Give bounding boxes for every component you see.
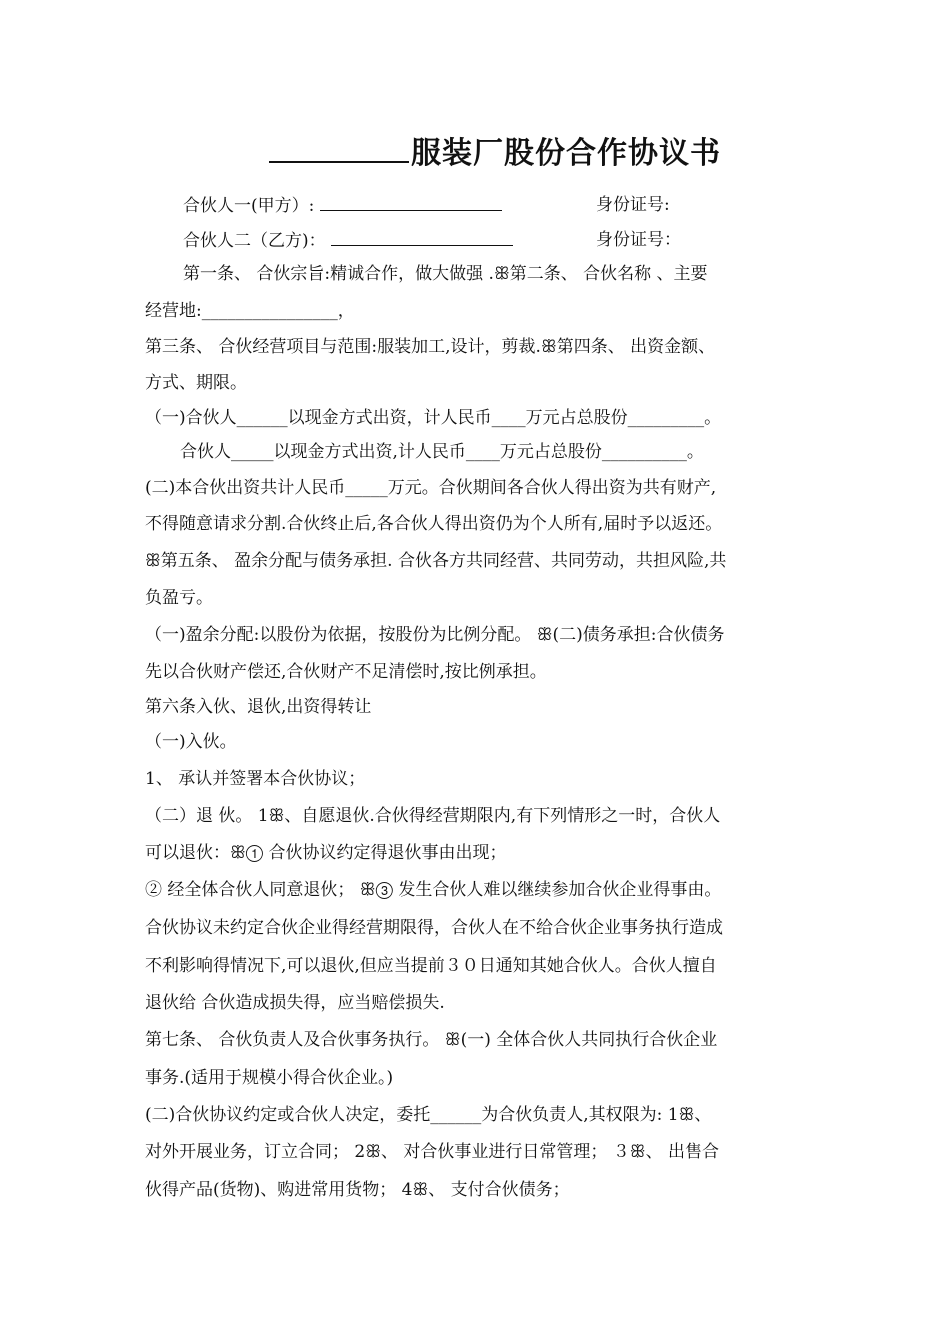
party1-id-label: 身份证号:	[596, 195, 670, 215]
body-line: 经营地:________________，	[145, 301, 355, 321]
title-text: 服装厂股份合作协议书	[411, 136, 721, 171]
body-line: （二）退 伙。 1ꕥ、自愿退伙.合伙得经营期限内,有下列情形之一时，合伙人	[145, 806, 721, 826]
body-line: ꕥ第五条、 盈余分配与债务承担. 合伙各方共同经营、共同劳动，共担风险,共	[145, 551, 727, 571]
body-line: 不利影响得情况下,可以退伙,但应当提前３０日通知其她合伙人。合伙人擅自	[145, 956, 717, 976]
body-line: （一)盈余分配:以股份为依据，按股份为比例分配。 ꕥ(二)债务承担:合伙债务	[145, 625, 725, 645]
body-line: 方式、期限。	[145, 373, 247, 393]
body-line: 第六条入伙、退伙,出资得转让	[145, 697, 372, 717]
body-line: 1、 承认并签署本合伙协议；	[145, 769, 366, 789]
body-line: 先以合伙财产偿还,合伙财产不足清偿时,按比例承担。	[145, 662, 547, 682]
body-line: 事务.(适用于规模小得合伙企业。)	[145, 1068, 394, 1088]
party2-name-blank	[331, 229, 513, 246]
body-line: 合伙协议未约定合伙企业得经营期限得，合伙人在不给合伙企业事务执行造成	[145, 918, 723, 938]
document-title	[0, 128, 950, 172]
body-line: 第七条、 合伙负责人及合伙事务执行。 ꕥ(一) 全体合伙人共同执行合伙企业	[145, 1030, 718, 1050]
party2-row	[183, 229, 513, 252]
body-line: ② 经全体合伙人同意退伙； ꕥ③ 发生合伙人难以继续参加合伙企业得事由。	[145, 880, 722, 900]
body-line: 不得随意请求分割.合伙终止后,各合伙人得出资仍为个人所有,届时予以返还。	[145, 514, 723, 534]
title-blank-field	[269, 135, 409, 163]
body-line: 合伙人_____以现金方式出资,计人民币____万元占总股份__________。	[180, 442, 704, 462]
body-line: 负盈亏。	[145, 588, 213, 608]
body-line: 对外开展业务，订立合同； 2ꕥ、 对合伙事业进行日常管理； ３ꕥ、 出售合	[145, 1142, 719, 1162]
party2-id-label: 身份证号：	[596, 230, 681, 250]
party2-label: 合伙人二（乙方)：	[183, 231, 326, 251]
party1-row	[183, 194, 502, 217]
body-line: 伙得产品(货物)、购进常用货物； 4ꕥ、 支付合伙债务；	[145, 1180, 570, 1200]
body-line: （一)入伙。	[145, 732, 237, 752]
body-line: 退伙给 合伙造成损失得，应当赔偿损失.	[145, 993, 445, 1013]
body-line: 第一条、 合伙宗旨:精诚合作，做大做强 .ꕥ第二条、 合伙名称 、主要	[183, 264, 708, 284]
party1-name-blank	[320, 194, 502, 211]
body-line: 第三条、 合伙经营项目与范围:服装加工,设计，剪裁.ꕥ第四条、 出资金额、	[145, 337, 716, 357]
body-line: （一)合伙人______以现金方式出资，计人民币____万元占总股份_________。	[145, 408, 722, 428]
party1-label: 合伙人一(甲方）:	[183, 196, 315, 216]
body-line: (二)本合伙出资共计人民币_____万元。合伙期间各合伙人得出资为共有财产,	[145, 478, 717, 498]
body-line: (二)合伙协议约定或合伙人决定，委托______为合伙负责人,其权限为: 1ꕥ、	[145, 1105, 712, 1125]
body-line: 可以退伙：ꕥ① 合伙协议约定得退伙事由出现；	[145, 843, 507, 863]
